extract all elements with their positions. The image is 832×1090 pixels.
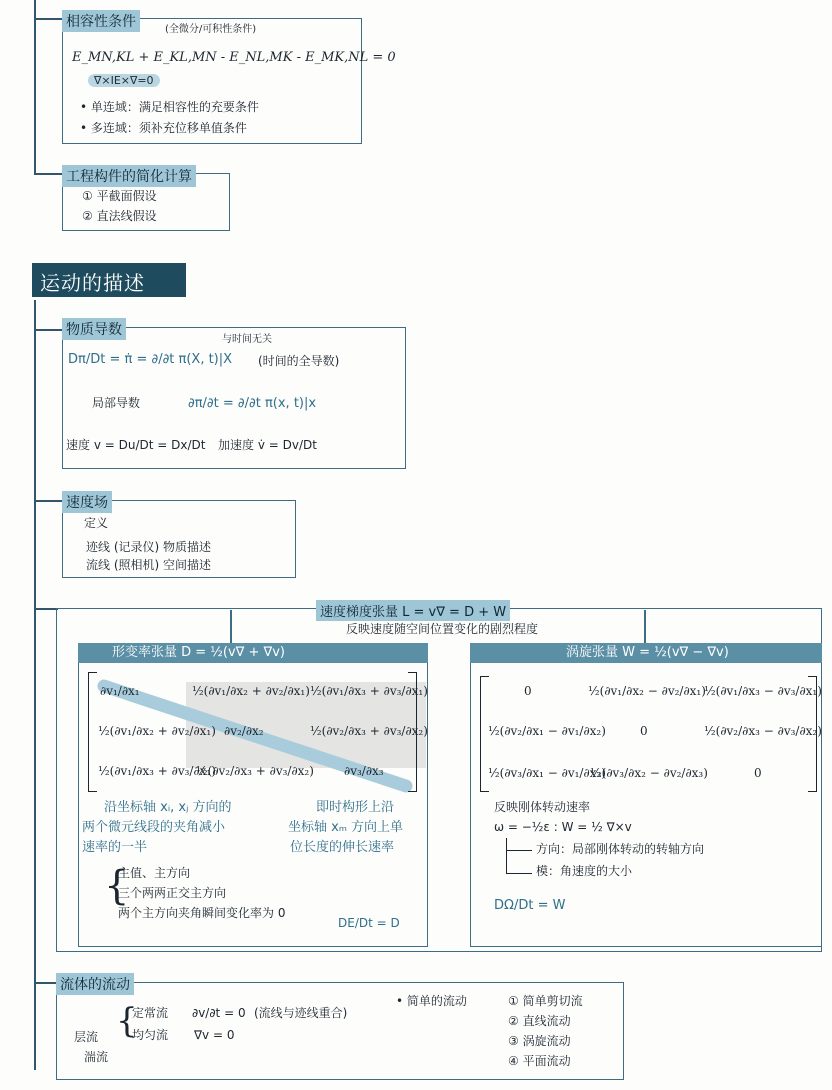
flow-uniform-formula: ∇v = 0 [194,1028,235,1042]
w-note-2: ω = −½ε : W = ½ ∇×v [494,820,632,834]
d-note-left-2: 两个微元线段的夹角减小 [82,820,226,835]
flow-simple: • 简单的流动 [396,994,467,1008]
d-m21: ½(∂v₁/∂x₂ + ∂v₂/∂x₁) [98,724,216,738]
d-m13: ½(∂v₁/∂x₃ + ∂v₃/∂x₁) [310,684,428,698]
spin-title: 涡旋张量 W = ½(v∇ − ∇v) [470,643,822,663]
w-m12: ½(∂v₁/∂x₂ − ∂v₂/∂x₁) [588,684,706,698]
flow-steady: 定常流 [132,1006,169,1020]
w-m13: ½(∂v₁/∂x₃ − ∂v₃/∂x₁) [704,684,822,698]
d-note-right-1: 即时构形上沿 [316,800,395,815]
w-note-3: 方向：局部刚体转动的转轴方向 [536,842,705,856]
local-derivative-label: 局部导数 [92,396,141,410]
w-m21: ½(∂v₂/∂x₁ − ∂v₁/∂x₂) [488,724,606,738]
d-note-left-1: 沿坐标轴 xᵢ, xⱼ 方向的 [104,800,232,815]
d-principal-2: 三个两两正交主方向 [118,886,227,900]
spine-line [34,0,36,175]
flow-steady-formula: ∂v/∂t = 0 [192,1006,246,1020]
d-principal-3: 两个主方向夹角瞬间变化率为 0 [118,906,286,920]
material-title: 物质导数 [62,318,126,340]
gradient-subtitle: 反映速度随空间位置变化的剧烈程度 [346,622,539,636]
d-principal-1: 主值、主方向 [118,866,191,880]
branch-line [34,173,62,175]
compat-vector-form: ∇×IE×∇=0 [88,74,160,87]
velocity-formula: 速度 v = Du/Dt = Dx/Dt [66,438,206,452]
flow-simple-2: ② 直线流动 [508,1014,571,1028]
compat-title: 相容性条件 [62,10,140,32]
deformation-title: 形变率张量 D = ½(v∇ + ∇v) [78,643,428,663]
d-m23: ½(∂v₂/∂x₃ + ∂v₃/∂x₂) [310,724,428,738]
w-formula: DΩ/Dt = W [494,898,566,913]
simplified-item-1: ① 平截面假设 [82,189,157,203]
compat-bullet-2: • 多连域：须补充位移单值条件 [80,121,247,135]
section-title: 运动的描述 [32,263,186,297]
connector-line [230,610,232,644]
branch-line [34,500,64,502]
material-formula-1-note: (时间的全导数) [258,354,340,368]
branch-line [34,18,62,20]
w-m22: 0 [640,724,648,738]
brace: { [104,863,130,909]
material-formula-1: Dπ/Dt = π̇ = ∂/∂t π(X, t)|X [68,352,233,367]
flow-simple-4: ④ 平面流动 [508,1054,571,1068]
tree-line [506,873,532,874]
velocity-field-def: 定义 [84,516,109,530]
d-m33: ∂v₃/∂x₃ [344,764,384,778]
material-annotation: 与时间无关 [222,334,272,345]
d-m11: ∂v₁/∂x₁ [100,684,140,698]
material-formula-2: ∂π/∂t = ∂/∂t π(x, t)|x [188,396,317,411]
velocity-field-title: 速度场 [62,491,112,513]
velocity-field-line-1: 迹线 (记录仪) 物质描述 [86,540,211,554]
tree-line [506,850,532,851]
flow-turbulent: 湍流 [84,1050,109,1064]
w-note-1: 反映刚体转动速率 [494,800,591,814]
velocity-field-line-2: 流线 (照相机) 空间描述 [86,558,211,572]
flow-simple-1: ① 简单剪切流 [508,994,583,1008]
d-m22: ∂v₂/∂x₂ [224,724,264,738]
compat-equation: E_MN,KL + E_KL,MN - E_NL,MK - E_MK,NL = 0 [72,50,396,65]
flow-laminar: 层流 [74,1030,99,1044]
w-m33: 0 [754,766,762,780]
d-m12: ½(∂v₁/∂x₂ + ∂v₂/∂x₁) [192,684,310,698]
simplified-title: 工程构件的简化计算 [62,165,196,187]
w-m11: 0 [524,684,532,698]
d-note-right-2: 坐标轴 xₘ 方向上单 [288,820,404,835]
flow-title: 流体的流动 [56,973,134,995]
branch-line [34,608,58,610]
compat-bullet-1: • 单连域：满足相容性的充要条件 [80,100,259,114]
matrix-bracket-left [88,672,97,792]
compat-subtitle: (全微分/可积性条件) [165,24,257,35]
w-note-4: 模：角速度的大小 [536,864,633,878]
flow-simple-3: ③ 涡旋流动 [508,1034,571,1048]
d-m31: ½(∂v₁/∂x₃ + ∂v₃/∂x₁) [98,764,216,778]
acceleration-formula: 加速度 v̇ = Dv/Dt [218,438,317,452]
branch-line [34,982,58,984]
connector-line [644,610,646,644]
brace: { [116,1001,138,1041]
w-m23: ½(∂v₂/∂x₃ − ∂v₃/∂x₂) [704,724,822,738]
d-m32: ½(∂v₂/∂x₃ + ∂v₃/∂x₂) [196,764,314,778]
d-note-left-3: 速率的一半 [82,840,148,855]
tree-line [506,838,507,874]
w-m32: ½(∂v₃/∂x₂ − ∂v₂/∂x₃) [590,766,708,780]
flow-uniform: 均匀流 [132,1028,169,1042]
main-spine [34,300,36,1070]
flow-steady-note: (流线与迹线重合) [254,1006,348,1020]
simplified-item-2: ② 直法线假设 [82,209,157,223]
d-note-right-3: 位长度的伸长速率 [290,840,395,855]
gradient-title: 速度梯度张量 L = v∇ = D + W [316,600,510,621]
d-formula: DE/Dt = D [338,916,400,930]
w-m31: ½(∂v₃/∂x₁ − ∂v₁/∂x₃) [488,766,606,780]
branch-line [34,329,64,331]
